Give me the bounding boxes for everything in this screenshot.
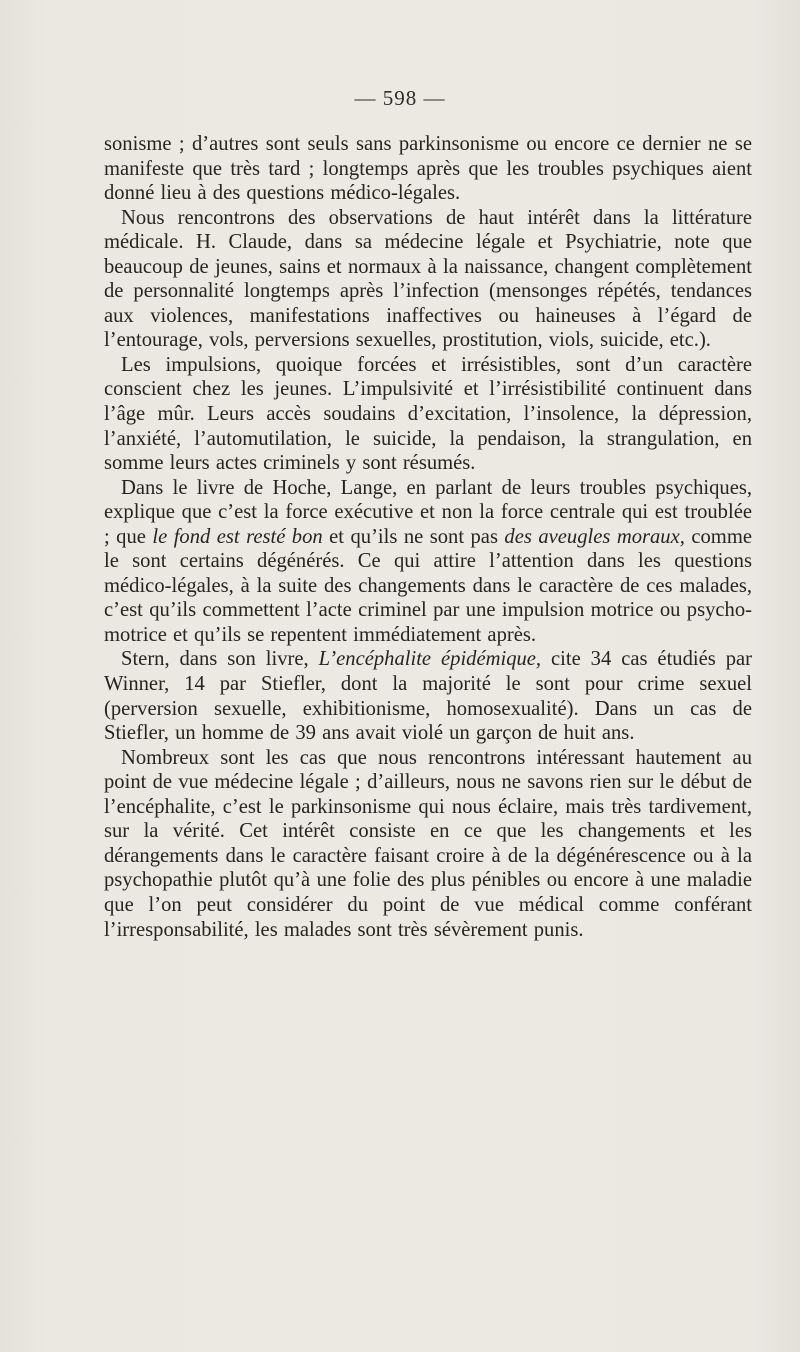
paragraph-2: Nous rencontrons des observations de haut intérêt dans la littérature médicale. H. Claude, dans sa médecine légale et Psychiatrie, note que beaucoup de jeunes, sains et normaux à la naissance, changent complètement de personnalité longtemps après l’infection (mensonges répétés, tendances aux violences, manifestations inaffectives ou haineuses à l’égard de l’entourage, vols, perversions sexuelles, prostitution, viols, suicide, etc.). <box>104 206 752 352</box>
paragraph-4-text-c: comme le sont certains dégénérés. Ce qui attire l’attention dans les questions médico-légales, à la suite des changements dans le caractère de ces malades, c’est qu’ils commettent l’acte criminel par une impulsion motrice ou psycho-motrice et qu’ils se repentent immédiatement après. <box>104 525 752 646</box>
paragraph-3: Les impulsions, quoique forcées et irrésistibles, sont d’un caractère conscient chez les jeunes. L’impulsivité et l’irrésistibilité continuent dans l’âge mûr. Leurs accès soudains d’excitation, l’insolence, la dépression, l’anxiété, l’automutilation, le suicide, la pendaison, la strangulation, en somme leurs actes criminels y sont résumés. <box>104 353 752 475</box>
paragraph-4 <box>104 476 752 648</box>
page-number: — 598 — <box>354 86 446 110</box>
paragraph-4-text-b: et qu’ils ne sont pas <box>322 525 505 548</box>
paragraph-4-italic-a: le fond est resté bon <box>152 525 323 548</box>
paragraph-5-text-a: Stern, dans son livre, <box>121 648 319 671</box>
paragraph-1: sonisme ; d’autres sont seuls sans parkinsonisme ou encore ce dernier ne se manifeste que très tard ; longtemps après que les troubles psychiques aient donné lieu à des questions médico-légales. <box>104 133 752 205</box>
paragraph-5-italic-a: L’encéphalite épidémique, <box>318 648 542 671</box>
paragraph-5 <box>104 647 752 745</box>
body-text <box>104 132 752 942</box>
paragraph-6: Nombreux sont les cas que nous rencontrons intéressant hautement au point de vue médecine légale ; d’ailleurs, nous ne savons rien sur le début de l’encéphalite, c’est le parkinsonisme qui nous éclaire, mais très tardivement, sur la vérité. Cet intérêt consiste en ce que les changements et les dérangements dans le caractère faisant croire à de la dégénérescence ou à la psychopathie plutôt qu’à une folie des plus pénibles ou encore à une maladie que l’on peut considérer du point de vue médical comme conférant l’irresponsabilité, les malades sont très sévèrement punis. <box>104 746 752 941</box>
paragraph-4-italic-b: des aveugles moraux, <box>504 525 685 548</box>
paragraph-4-text-a: Dans le livre de Hoche, Lange, en parlant de leurs troubles psychiques, explique que c’est la force exécutive et non la force centrale qui est troublée ; que <box>104 476 752 548</box>
paragraph-5-text-b: cite 34 cas étudiés par Winner, 14 par Stiefler, dont la majorité le sont pour crime sexuel (perversion sexuelle, exhibitionisme, homosexualité). Dans un cas de Stiefler, un homme de 39 ans avait violé un garçon de huit ans. <box>104 648 752 745</box>
